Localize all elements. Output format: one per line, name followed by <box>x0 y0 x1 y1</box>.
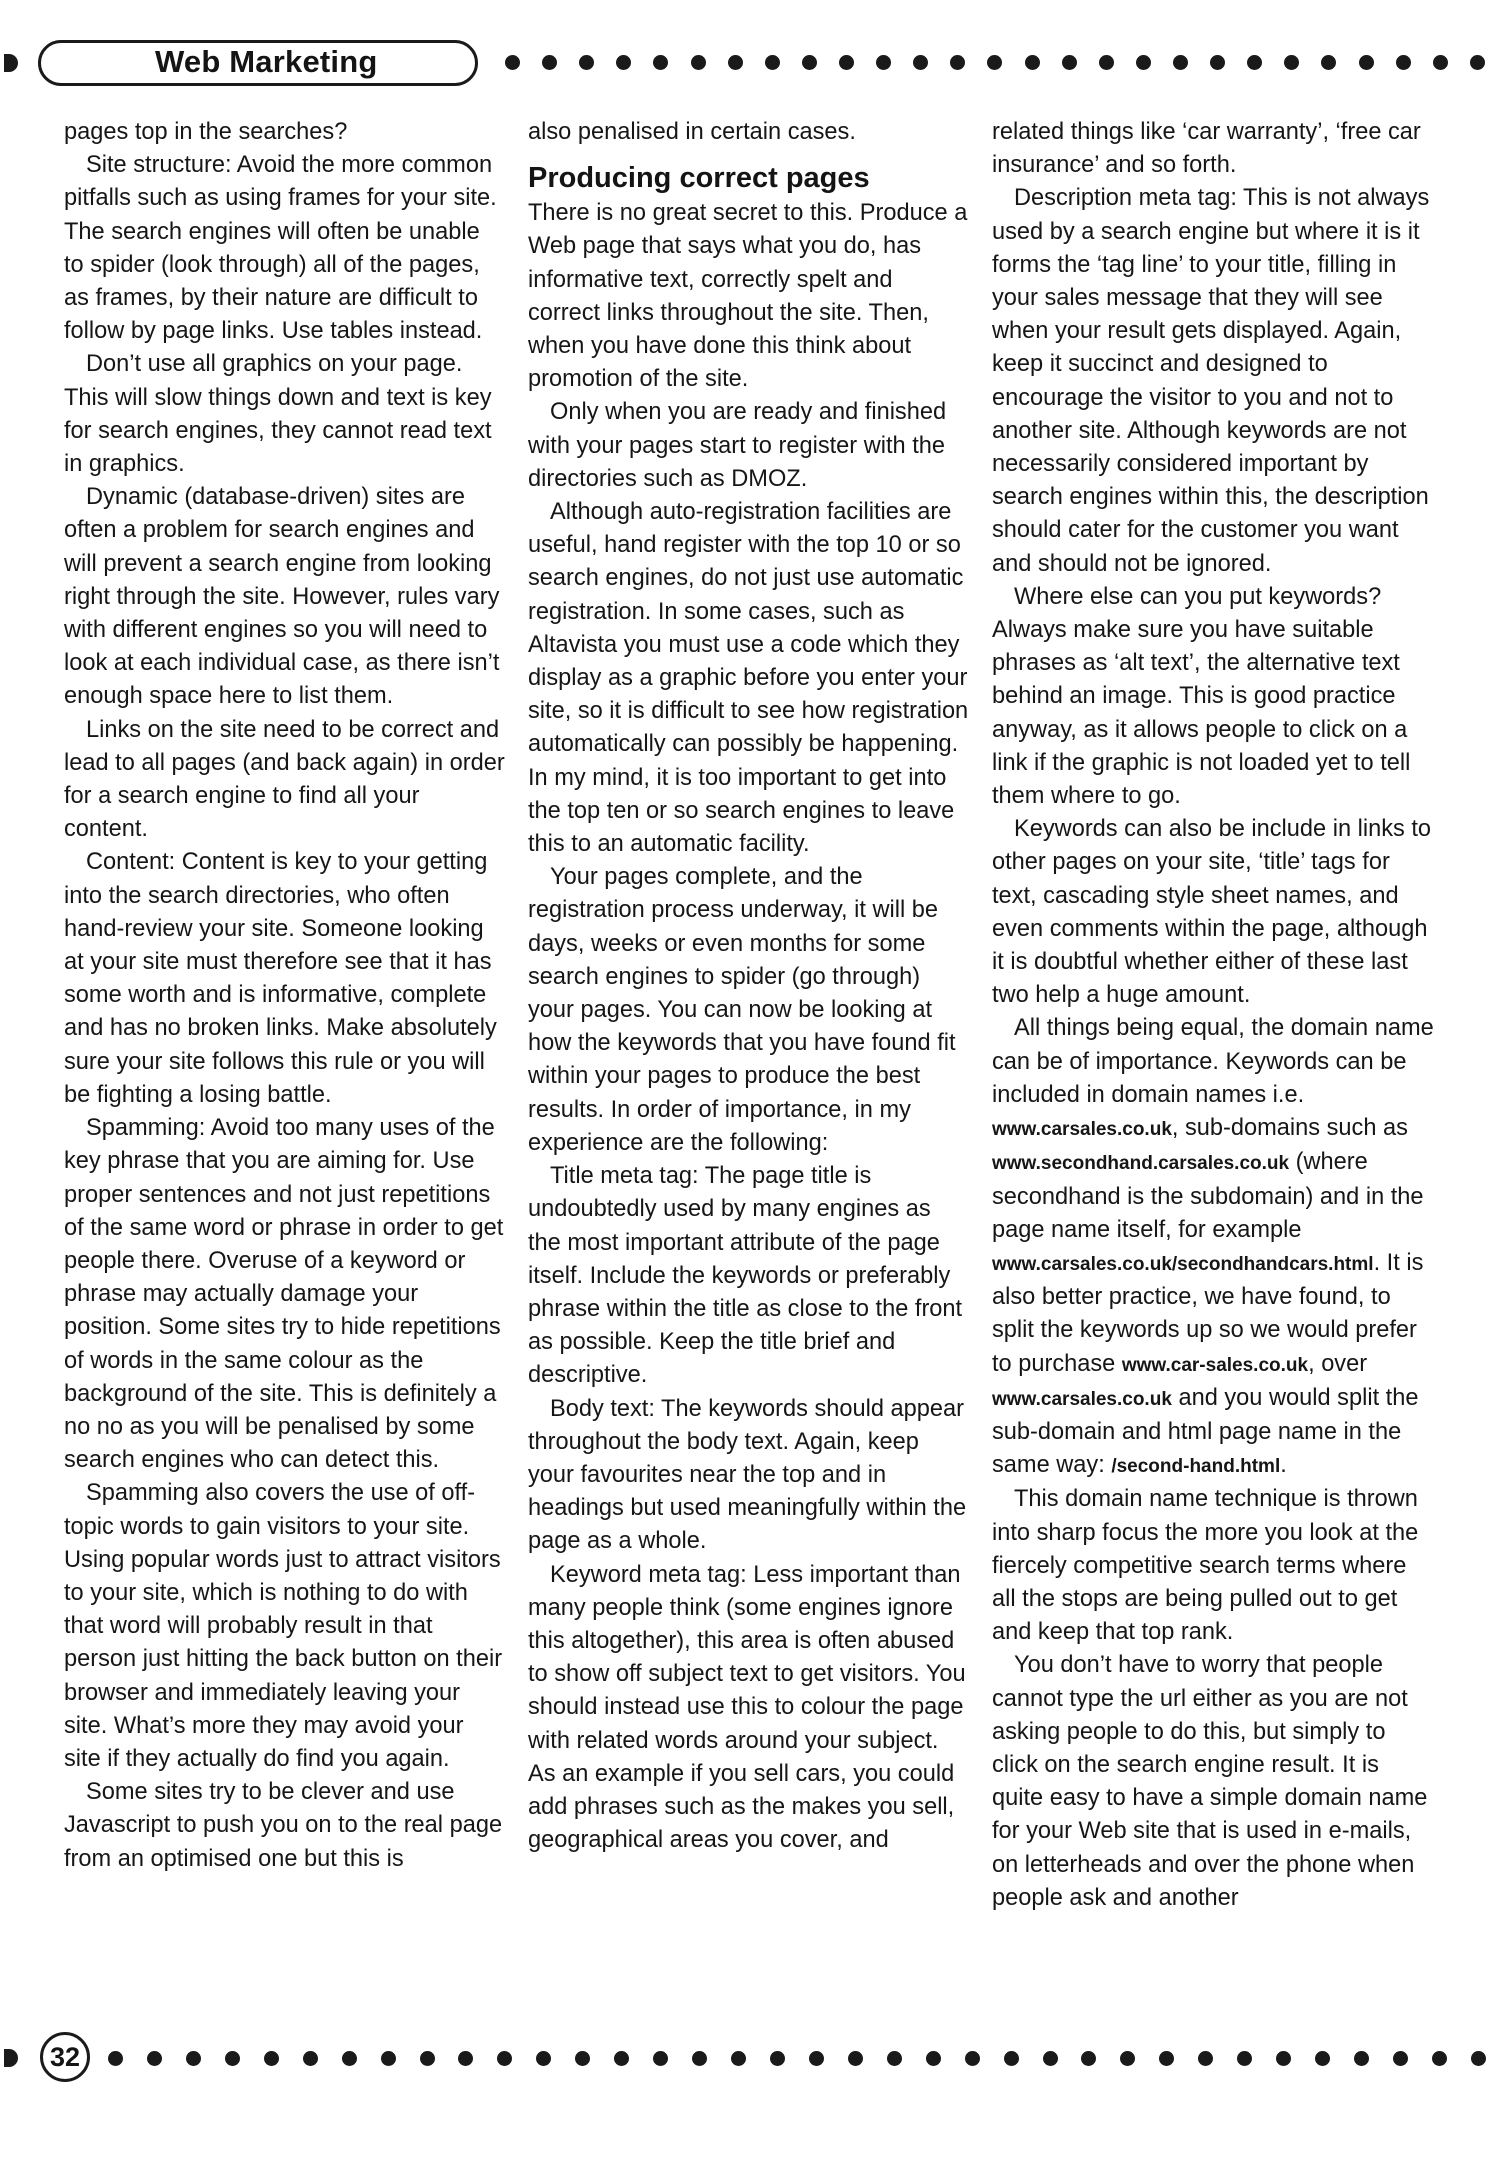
decorative-dot <box>1471 2051 1486 2066</box>
paragraph-text: . <box>1280 1452 1287 1479</box>
decorative-dot <box>1276 2051 1291 2066</box>
decorative-dot <box>848 2051 863 2066</box>
decorative-dot <box>926 2051 941 2066</box>
decorative-dot <box>728 55 743 70</box>
decorative-dot <box>691 55 706 70</box>
paragraph: related things like ‘car warranty’, ‘free car insurance’ and so forth. <box>992 119 1421 179</box>
decorative-dot <box>420 2051 435 2066</box>
decorative-dot <box>653 55 668 70</box>
decorative-dot <box>225 2051 240 2066</box>
decorative-dot <box>1433 55 1448 70</box>
decorative-dot <box>1284 55 1299 70</box>
decorative-dot <box>458 2051 473 2066</box>
decorative-dot <box>186 2051 201 2066</box>
paragraph: Content: Content is key to your getting into the search directories, who often hand-review your site. Someone looking at your site must therefore see that it has some worth and is informative, complete and has no broken links. Make absolutely sure your site follows this rule or you will be fighting a losing battle. <box>64 849 497 1108</box>
decorative-dot <box>1396 55 1411 70</box>
article-columns <box>64 116 1434 2016</box>
paragraph-text: . It is also better practice, we have found, to split the keywords up so we would prefer to purchase <box>992 1249 1424 1377</box>
decorative-dot <box>579 55 594 70</box>
paragraph: Your pages complete, and the registration process underway, it will be days, weeks or even months for some search engines to spider (go through) your pages. You can now be looking at how the keywords that you have found fit within your pages to produce the best results. In order of importance, in my experience are the following: <box>528 864 956 1156</box>
decorative-dot <box>575 2051 590 2066</box>
decorative-dot <box>1432 2051 1447 2066</box>
paragraph-text: and you would split the sub-domain and html page name in the same way: <box>992 1384 1419 1479</box>
decorative-dot <box>147 2051 162 2066</box>
decorative-dot <box>1393 2051 1408 2066</box>
url-text: /second-hand.html <box>1111 1456 1281 1478</box>
paragraph: Keyword meta tag: Less important than many people think (some engines ignore this altogether), this area is often abused to show off subject text to get visitors. You should instead use this to colour the page with related words around your subject. As an example if you sell cars, you could add phrases such as the makes you sell, geographical areas you cover, and <box>528 1561 966 1854</box>
decorative-dot <box>1173 55 1188 70</box>
paragraph: There is no great secret to this. Produce a Web page that says what you do, has informative text, correctly spelt and correct links throughout the site. Then, when you have done this think about promotion of the site. <box>528 200 968 393</box>
decorative-dot <box>1099 55 1114 70</box>
decorative-dot <box>1210 55 1225 70</box>
decorative-dot <box>614 2051 629 2066</box>
decorative-dot <box>913 55 928 70</box>
decorative-dot <box>1315 2051 1330 2066</box>
decorative-dot <box>1159 2051 1174 2066</box>
decorative-dot <box>1247 55 1262 70</box>
column-2 <box>528 116 970 2016</box>
decorative-dot <box>765 55 780 70</box>
paragraph: You don’t have to worry that people cannot type the url either as you are not asking people to do this, but simply to click on the search engine result. It is quite easy to have a simple domain name for your Web site that is used in e-mails, on letterheads and over the phone when people ask and another <box>992 1652 1428 1911</box>
decorative-dot <box>809 2051 824 2066</box>
decorative-dot <box>839 55 854 70</box>
paragraph-text: All things being equal, the domain name can be of importance. Keywords can be included in domain names i.e. <box>992 1015 1434 1108</box>
paragraph <box>992 1012 1434 1483</box>
decorative-dot <box>342 2051 357 2066</box>
paragraph-text: (where secondhand is the subdomain) and in the page name itself, for example <box>992 1149 1424 1243</box>
column-1 <box>64 116 506 2016</box>
paragraph: Links on the site need to be correct and lead to all pages (and back again) in order for a search engine to find all your content. <box>64 716 505 843</box>
decorative-dot <box>1237 2051 1252 2066</box>
decorative-dot <box>950 55 965 70</box>
paragraph: also penalised in certain cases. <box>528 119 856 145</box>
section-title: Web Marketing <box>155 44 378 79</box>
decorative-dot <box>1136 55 1151 70</box>
decorative-dot <box>264 2051 279 2066</box>
decorative-dot <box>505 55 520 70</box>
url-text: www.secondhand.carsales.co.uk <box>992 1153 1290 1175</box>
header-dot-row <box>505 52 1485 72</box>
url-text: www.carsales.co.uk <box>992 1388 1172 1410</box>
paragraph: Only when you are ready and finished with your pages start to register with the directories such as DMOZ. <box>528 399 947 492</box>
decorative-dot <box>1081 2051 1096 2066</box>
decorative-dot <box>1025 55 1040 70</box>
paragraph: Don’t use all graphics on your page. This will slow things down and text is key for search engines, they cannot read text in graphics. <box>64 351 492 478</box>
paragraph: This domain name technique is thrown into sharp focus the more you look at the fiercely competitive search terms where all the stops are being pulled out to get and keep that top rank. <box>992 1486 1419 1646</box>
footer-dot-row <box>108 2048 1486 2068</box>
paragraph-text: , sub-domains such as <box>1171 1115 1408 1142</box>
decorative-dot <box>1043 2051 1058 2066</box>
decorative-dot <box>108 2051 123 2066</box>
decorative-dot <box>770 2051 785 2066</box>
paragraph: Title meta tag: The page title is undoubtedly used by many engines as the most important attribute of the page itself. Include the keywords or preferably phrase within the title as close to the front as possible. Keep the title brief and descriptive. <box>528 1163 963 1389</box>
paragraph: Spamming: Avoid too many uses of the key phrase that you are aiming for. Use proper sentences and not just repetitions of the same word or phrase in order to get people there. Overuse of a keyword or phrase may actually damage your position. Some sites try to hide repetitions of words in the same colour as the background of the site. This is definitely a no no as you will be penalised by some search engines who can detect this. <box>64 1115 504 1474</box>
decorative-dot <box>1198 2051 1213 2066</box>
decorative-dot <box>876 55 891 70</box>
paragraph-text: , over <box>1308 1350 1368 1377</box>
paragraph: Spamming also covers the use of off-topic words to gain visitors to your site. Using popular words just to attract visitors to your site, which is nothing to do with that word will probably result in that person just hitting the back button on their browser and immediately leaving your site. What’s more they may avoid your site if they actually do find you again. <box>64 1480 503 1772</box>
decorative-dot <box>653 2051 668 2066</box>
decorative-dot <box>1004 2051 1019 2066</box>
decorative-dot <box>303 2051 318 2066</box>
url-text: www.carsales.co.uk <box>992 1119 1172 1141</box>
paragraph: Where else can you put keywords? Always make sure you have suitable phrases as ‘alt text’, the alternative text behind an image. This is good practice anyway, as it allows people to click on a link if the graphic is not loaded yet to tell them where to go. <box>992 583 1411 810</box>
page-number: 32 <box>40 2032 90 2082</box>
decorative-dot <box>1120 2051 1135 2066</box>
decorative-dot <box>965 2051 980 2066</box>
column-3 <box>992 116 1434 2016</box>
paragraph: Although auto-registration facilities are useful, hand register with the top 10 or so search engines, do not just use automatic registration. In some cases, such as Altavista you must use a code which they display as a graphic before you enter your site, so it is difficult to see how registration automatically can possibly be happening. In my mind, it is too important to get into the top ten or so search engines to leave this to an automatic facility. <box>528 499 969 858</box>
paragraph: Description meta tag: This is not always used by a search engine but where it is it forms the ‘tag line’ to your title, filling in your sales message that they will see when your result gets displayed. Again, keep it succinct and designed to encourage the visitor to you and not to another site. Although keywords are not necessarily considered important by search engines within this, the description should cater for the customer you want and should not be ignored. <box>992 185 1430 577</box>
decorative-dot <box>987 55 1002 70</box>
paragraph: pages top in the searches? <box>64 119 348 145</box>
decorative-dot <box>616 55 631 70</box>
decorative-dot <box>692 2051 707 2066</box>
decorative-dot <box>802 55 817 70</box>
url-text: www.carsales.co.uk/secondhandcars.html <box>992 1253 1374 1275</box>
decorative-dot <box>1321 55 1336 70</box>
decorative-dot <box>1470 55 1485 70</box>
decorative-dot <box>536 2051 551 2066</box>
decorative-dot <box>887 2051 902 2066</box>
decorative-dot <box>731 2051 746 2066</box>
paragraph: Body text: The keywords should appear throughout the body text. Again, keep your favourites near the top and in headings but used meaningfully within the page as a whole. <box>528 1395 967 1555</box>
paragraph: Site structure: Avoid the more common pitfalls such as using frames for your site. The search engines will often be unable to spider (look through) all of the pages, as frames, by their nature are difficult to follow by page links. Use tables instead. <box>64 152 497 345</box>
decorative-dot <box>1062 55 1077 70</box>
decorative-dot <box>497 2051 512 2066</box>
section-heading: Producing correct pages <box>528 162 870 195</box>
paragraph: Some sites try to be clever and use Javascript to push you on to the real page from an optimised one but this is <box>64 1779 503 1872</box>
decorative-dot <box>381 2051 396 2066</box>
decorative-dot <box>1354 2051 1369 2066</box>
paragraph: Dynamic (database-driven) sites are often a problem for search engines and will prevent a search engine from looking right through the site. However, rules vary with different engines so you will need to look at each individual case, as there isn’t enough space here to list them. <box>64 484 500 710</box>
decorative-dot <box>1359 55 1374 70</box>
paragraph: Keywords can also be include in links to other pages on your site, ‘title’ tags for text, cascading style sheet names, and even comments within the page, although it is doubtful whether either of these last two help a huge amount. <box>992 816 1432 1009</box>
url-text: www.car-sales.co.uk <box>1121 1354 1309 1376</box>
decorative-dot <box>542 55 557 70</box>
